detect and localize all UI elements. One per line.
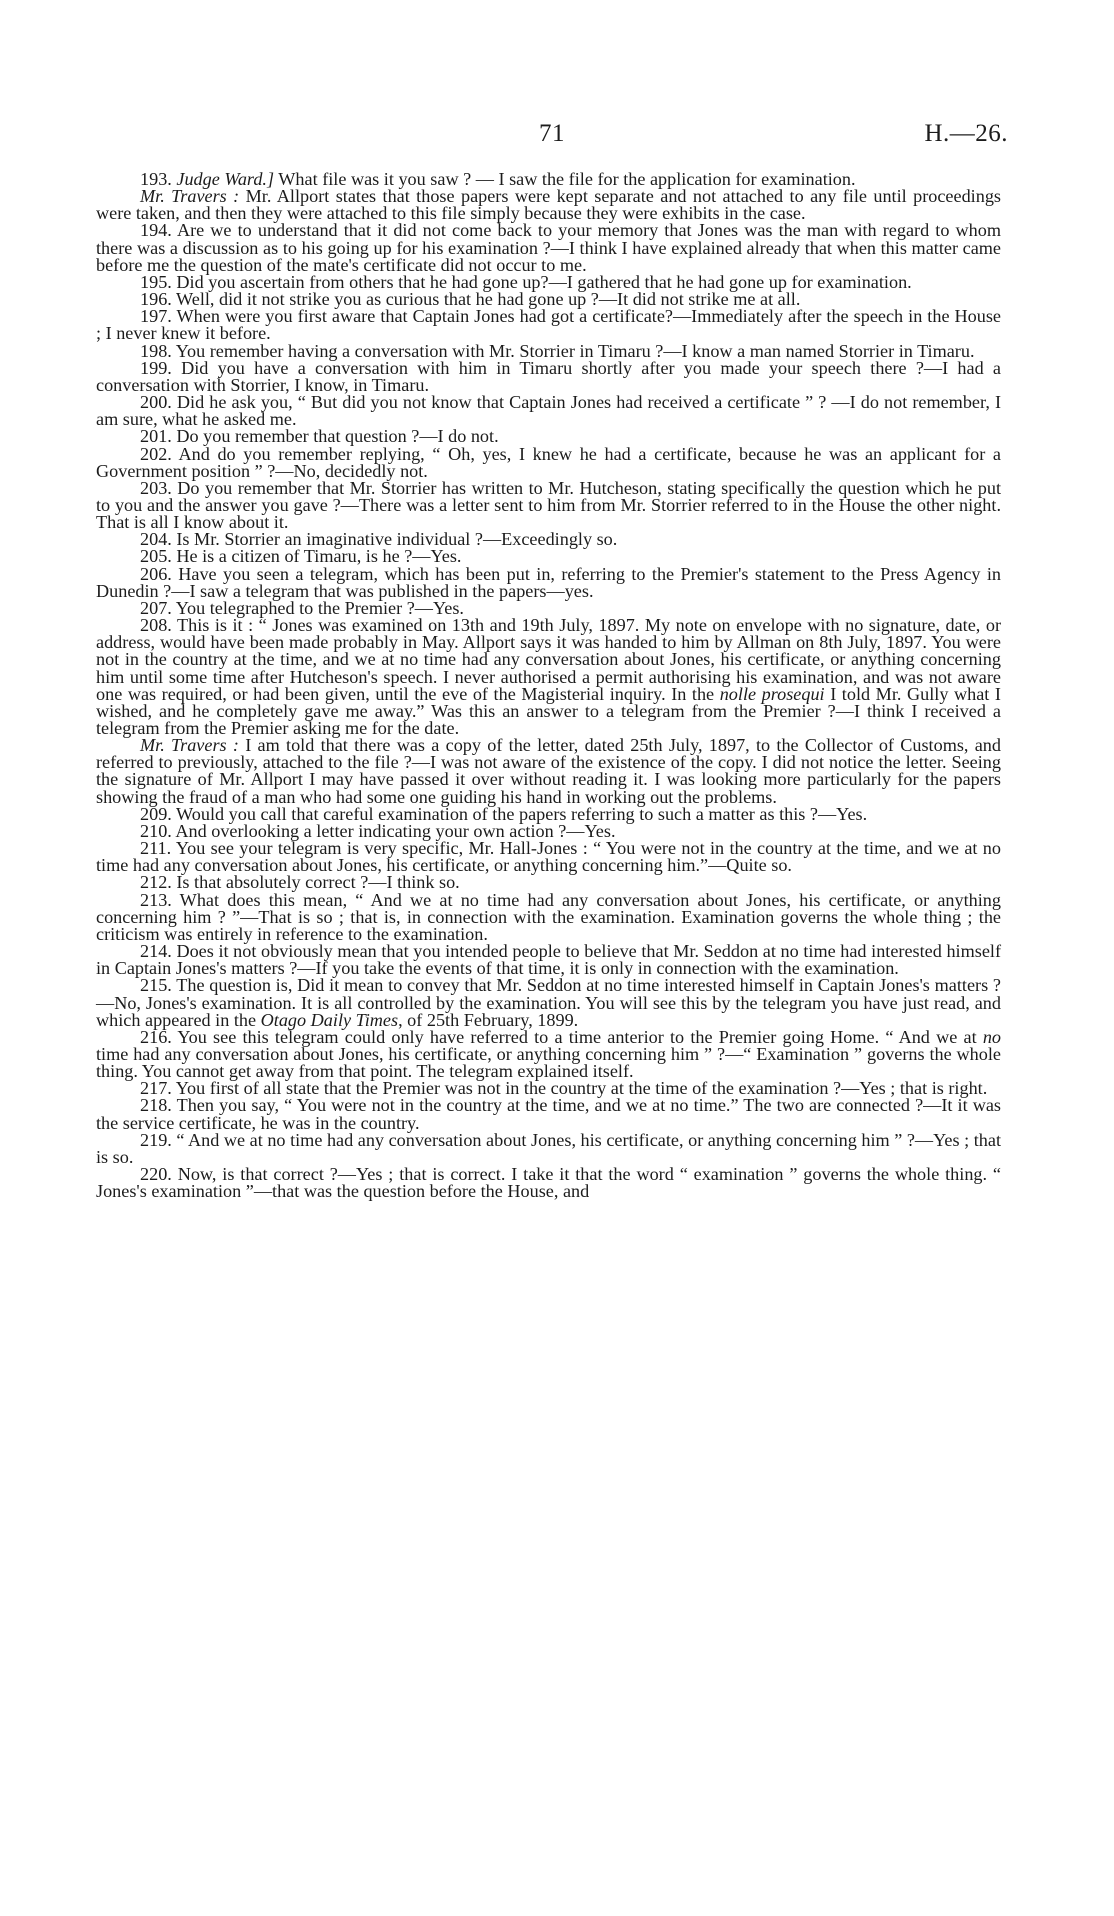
question-number: 200. xyxy=(140,392,172,413)
question-number: 204. xyxy=(140,529,172,550)
question-number: 206. xyxy=(140,563,172,584)
qa-paragraph xyxy=(96,1026,1002,1082)
paragraph-text: You first of all state that the Premier was not in the country at the time of the examination ?—Yes ; that is right. xyxy=(175,1078,988,1099)
qa-paragraph xyxy=(96,840,1001,874)
paragraph-text-continued: time had any conversation about Jones, his certificate, or anything concerning him ” ?—“ Examination ” governs the whole thing. You cannot get away from that point. The telegram explained itself. xyxy=(96,1043,1001,1082)
page-header xyxy=(96,120,1008,154)
question-number: 212. xyxy=(140,872,172,893)
qa-paragraph xyxy=(96,308,1001,342)
question-number: 201. xyxy=(140,426,172,447)
paragraph-text: What does this mean, “ And we at no time had any conversation about Jones, his certificate, or anything concerning him ? ”—That is so ; that is, in connection with the examination. Examination governs the whole thing ; the criticism was entirely in reference to the examination. xyxy=(96,889,1001,944)
paragraph-text: When were you first aware that Captain Jones had got a certificate?—Immediately after the speech in the House ; I never knew it before. xyxy=(96,306,1002,344)
paragraph-text: You telegraphed to the Premier ?—Yes. xyxy=(175,597,464,618)
speaker-label: Judge Ward.] xyxy=(176,169,275,189)
paragraph-text: He is a citizen of Timaru, is he ?—Yes. xyxy=(176,546,462,567)
question-number: 193. xyxy=(140,169,172,189)
qa-paragraph xyxy=(96,443,1001,481)
page-number: 71 xyxy=(539,120,565,147)
paragraph-text: This is it : “ Jones was examined on 13th and 19th July, 1897. My note on envelope with no signature, date, or address, would have been made probably in May. Allport says it was handed to him by Allman on 8th July, 1897. You were not in the country at the time, and we at no time had any conversation about Jones, his certificate, or anything concerning him until some time after Hutcheson's speech. I never authorised a permit authorising his examination, and was not aware one was required, or had been given, until the eve of the Magisterial inquiry. In the xyxy=(96,615,1001,704)
qa-paragraph xyxy=(96,563,1001,601)
paragraph-text: Did you have a conversation with him in Timaru shortly after you made your speech there ?—I had a conversation with Storrier, I know, in Timaru. xyxy=(96,357,1001,395)
paragraph-text: Is that absolutely correct ?—I think so. xyxy=(176,872,460,893)
paragraph-text: Mr. Allport states that those papers were kept separate and not attached to any file until proceedings were taken, and then they were attached to this file simply because they were exhibits in the case. xyxy=(96,186,1001,224)
paragraph-text: Are we to understand that it did not come back to your memory that Jones was the man with regard to whom there was a discussion as to his going up for his examination ?—I think I have explained already that when this matter came before me the question of the mate's certificate did not occur to me. xyxy=(96,220,1002,275)
paragraph-text: Would you call that careful examination of the papers referring to such a matter as this ?—Yes. xyxy=(176,803,868,824)
paragraph-text: Then you say, “ You were not in the country at the time, and we at no time.” The two are connected ?—It it was the service certificate, he was in the country. xyxy=(96,1095,1002,1133)
question-number: 203. xyxy=(140,477,172,498)
qa-paragraph xyxy=(96,889,1001,944)
paragraph-text: Did he ask you, “ But did you not know that Captain Jones had received a certificate ” ? —I do not remember, I am sure, what he asked me. xyxy=(96,392,1001,430)
qa-paragraph xyxy=(96,737,1001,806)
question-number: 210. xyxy=(140,820,172,841)
paragraph-text: I am told that there was a copy of the letter, dated 25th July, 1897, to the Collector of Customs, and referred to previously, attached to the file ?—I was not aware of the existence of the copy. I did not notice the letter. Seeing the signature of Mr. Allport I may have passed it over without reading it. I was looking more particularly for the papers showing the fraud of a man who had some one guiding his hand in working out the problems. xyxy=(96,735,1001,807)
paragraph-text: Now, is that correct ?—Yes ; that is correct. I take it that the word “ examination ” governs the whole thing. “ Jones's examination ”—that was the question before the House, and xyxy=(96,1164,1001,1202)
question-number: 208. xyxy=(140,615,172,636)
question-number: 205. xyxy=(140,546,172,567)
speaker-label: Mr. Travers : xyxy=(140,735,239,756)
italic-reference: no xyxy=(982,1026,1002,1047)
paragraph-text-continued: , of 25th February, 1899. xyxy=(398,1009,579,1030)
qa-paragraph xyxy=(96,477,1001,533)
paragraph-text: Does it not obviously mean that you intended people to believe that Mr. Seddon at no time had interested himself in Captain Jones's matters ?—If you take the events of that time, it is only in connection with the examination. xyxy=(96,941,1002,979)
paragraph-text: You see this telegram could only have referred to a time anterior to the Premier going Home. “ And we at xyxy=(177,1026,983,1047)
paragraph-text: And do you remember replying, “ Oh, yes, I knew he had a certificate, because he was an applicant for a Government position ” ?—No, decidedly not. xyxy=(96,443,1001,481)
qa-paragraph xyxy=(96,977,1001,1028)
paragraph-text: Well, did it not strike you as curious that he had gone up ?—It did not strike me at all. xyxy=(176,289,801,310)
document-reference: H.—26. xyxy=(924,120,1008,147)
italic-reference: nolle prosequi xyxy=(719,683,825,704)
question-number: 194. xyxy=(140,220,172,241)
paragraph-text: Do you remember that Mr. Storrier has written to Mr. Hutcheson, stating specifically the question which he put to you and the answer you gave ?—There was a letter sent to him from Mr. Storrier referred to in the House the other night. That is all I know about it. xyxy=(96,477,1001,533)
paragraph-text-continued: I told Mr. Gully what I wished, and he completely gave me away.” Was this an answer to a telegram from the Premier ?—I think I received a telegram from the Premier asking me for the date. xyxy=(96,683,1001,738)
qa-paragraph xyxy=(96,1097,1001,1131)
qa-paragraph xyxy=(96,1166,1001,1200)
qa-paragraph xyxy=(96,1129,1001,1167)
question-number: 207. xyxy=(140,597,172,618)
question-number: 219. xyxy=(140,1129,172,1150)
question-number: 196. xyxy=(140,289,172,310)
question-number: 220. xyxy=(140,1164,172,1185)
paragraph-text: “ And we at no time had any conversation about Jones, his certificate, or anything concerning him ” ?—Yes ; that is so. xyxy=(96,1129,1001,1167)
italic-reference: Otago Daily Times xyxy=(260,1009,399,1030)
question-number: 195. xyxy=(140,271,172,292)
question-number: 199. xyxy=(140,357,172,378)
paragraph-text: Do you remember that question ?—I do not. xyxy=(176,426,499,447)
qa-paragraph xyxy=(96,943,1001,977)
question-number: 217. xyxy=(140,1078,172,1099)
question-number: 202. xyxy=(140,443,172,464)
qa-paragraph xyxy=(96,394,1001,428)
paragraph-text: You see your telegram is very specific, Mr. Hall-Jones : “ You were not in the country at the time, and we at no time had any conversation about Jones, his certificate, or anything concerning him.”—Quite so. xyxy=(96,838,1001,876)
paragraph-text: The question is, Did it mean to convey that Mr. Seddon at no time interested himself in Captain Jones's matters ?—No, Jones's examination. It is all controlled by the examination. You will see this by the telegram you have just read, and which appeared in the xyxy=(96,975,1001,1030)
paragraph-text: And overlooking a letter indicating your own action ?—Yes. xyxy=(175,820,616,841)
qa-paragraph xyxy=(96,617,1001,737)
paragraph-text: You remember having a conversation with Mr. Storrier in Timaru ?—I know a man named Storrier in Timaru. xyxy=(175,340,975,361)
question-number: 214. xyxy=(140,941,172,962)
question-number: 213. xyxy=(140,889,172,910)
qa-paragraph xyxy=(96,222,1001,273)
paragraph-text: Have you seen a telegram, which has been put in, referring to the Premier's statement to the Press Agency in Dunedin ?—I saw a telegram that was published in the papers—yes. xyxy=(96,563,1001,601)
qa-paragraph xyxy=(96,357,1001,395)
speaker-label: Mr. Travers : xyxy=(140,186,240,207)
qa-paragraph xyxy=(96,188,1001,222)
paragraph-text: Is Mr. Storrier an imaginative individual ?—Exceedingly so. xyxy=(176,529,618,550)
document-body xyxy=(96,171,1001,1200)
paragraph-text: What file was it you saw ? — I saw the file for the application for examination. xyxy=(274,169,856,189)
question-number: 216. xyxy=(140,1026,172,1047)
question-number: 198. xyxy=(140,340,172,361)
paragraph-text: Did you ascertain from others that he had gone up?—I gathered that he had gone up for examination. xyxy=(176,271,912,292)
question-number: 211. xyxy=(140,838,172,859)
question-number: 215. xyxy=(140,975,172,996)
question-number: 197. xyxy=(140,306,172,327)
question-number: 209. xyxy=(140,803,172,824)
question-number: 218. xyxy=(140,1095,172,1116)
